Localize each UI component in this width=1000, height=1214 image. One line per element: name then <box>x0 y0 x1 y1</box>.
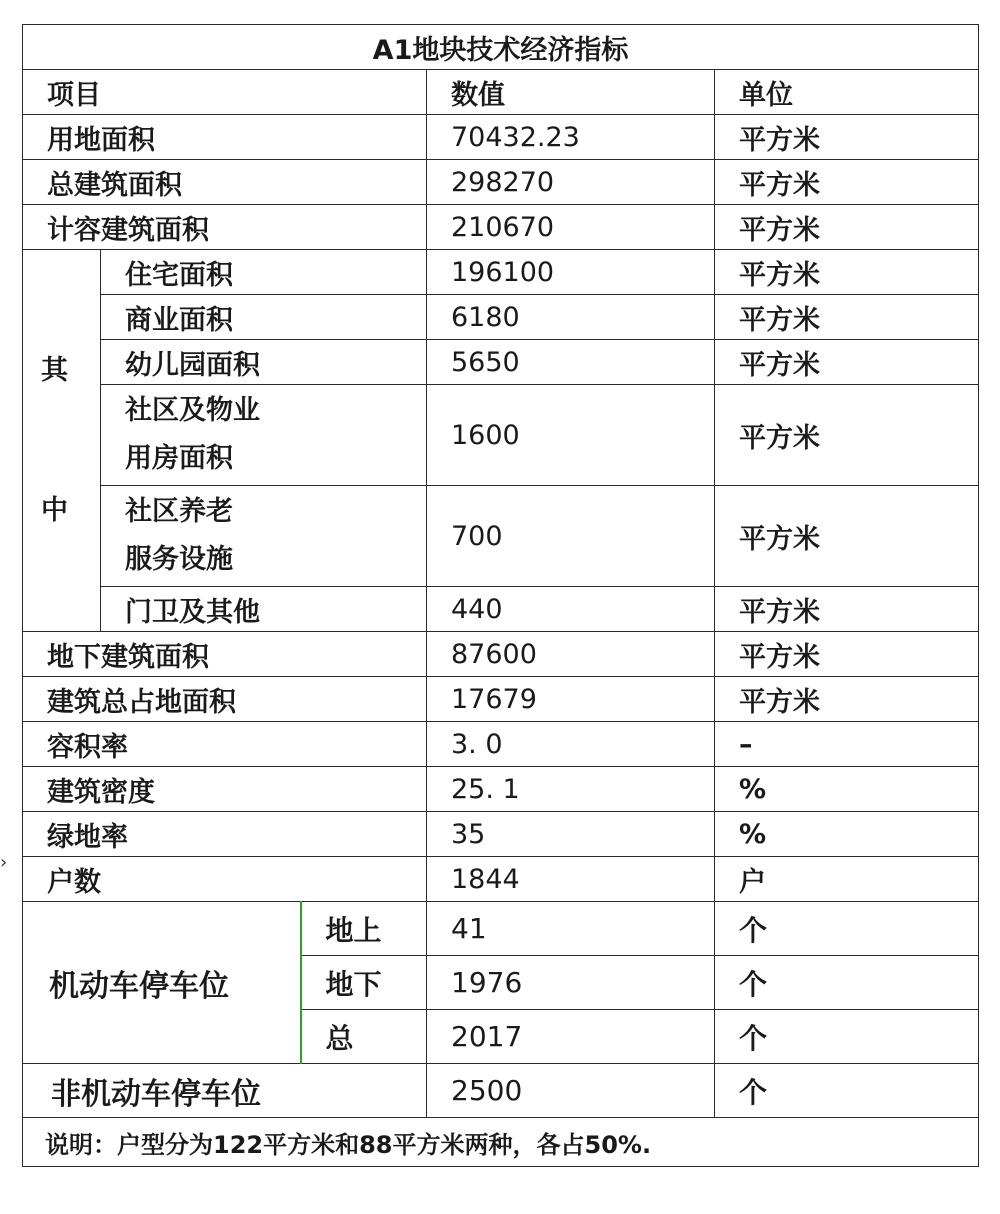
group-side-label <box>23 250 101 632</box>
row-label: 总建筑面积 <box>23 160 427 205</box>
row-label: 容积率 <box>23 722 427 767</box>
table-row <box>23 295 979 340</box>
technical-indicators-table <box>22 24 979 1167</box>
table-row <box>23 115 979 160</box>
row-label-line2: 用房面积 <box>125 443 233 474</box>
row-label-line2: 服务设施 <box>125 544 233 575</box>
row-label <box>101 486 427 587</box>
row-label: 绿地率 <box>23 812 427 857</box>
non-motor-parking-label: 非机动车停车位 <box>23 1064 427 1118</box>
row-unit: 个 <box>715 956 979 1010</box>
row-label: 建筑密度 <box>23 767 427 812</box>
table-row <box>23 722 979 767</box>
row-value: 17679 <box>427 677 715 722</box>
table-row <box>23 160 979 205</box>
row-label: 商业面积 <box>101 295 427 340</box>
table-row <box>23 632 979 677</box>
row-value: 5650 <box>427 340 715 385</box>
row-unit: 个 <box>715 1010 979 1064</box>
row-unit: 户 <box>715 857 979 902</box>
row-label: 户数 <box>23 857 427 902</box>
row-label: 用地面积 <box>23 115 427 160</box>
row-unit: 平方米 <box>715 295 979 340</box>
row-value: 210670 <box>427 205 715 250</box>
row-label: 地下建筑面积 <box>23 632 427 677</box>
row-label: 幼儿园面积 <box>101 340 427 385</box>
row-label: 计容建筑面积 <box>23 205 427 250</box>
header-row <box>23 70 979 115</box>
side-label-top: 其 <box>41 354 68 386</box>
row-value: 1976 <box>427 956 715 1010</box>
row-value: 41 <box>427 902 715 956</box>
header-value: 数值 <box>427 70 715 115</box>
row-value: 1600 <box>427 385 715 486</box>
row-label <box>101 385 427 486</box>
table-row <box>23 587 979 632</box>
parking-label: 机动车停车位 <box>23 902 301 1064</box>
row-label-line1: 社区养老 <box>125 496 233 527</box>
parking-sub-label: 地下 <box>301 956 427 1010</box>
row-unit: 平方米 <box>715 385 979 486</box>
row-label-line1: 社区及物业 <box>125 395 260 426</box>
table-note: 说明：户型分为122平方米和88平方米两种，各占50%. <box>23 1118 979 1167</box>
row-value: 196100 <box>427 250 715 295</box>
parking-sub-label: 地上 <box>301 902 427 956</box>
row-label: 住宅面积 <box>101 250 427 295</box>
row-label: 建筑总占地面积 <box>23 677 427 722</box>
row-value: 298270 <box>427 160 715 205</box>
row-unit: 平方米 <box>715 486 979 587</box>
row-value: 35 <box>427 812 715 857</box>
table-row <box>23 677 979 722</box>
row-value: 2017 <box>427 1010 715 1064</box>
row-value: 440 <box>427 587 715 632</box>
side-label-bottom: 中 <box>41 494 68 526</box>
table-row <box>23 250 979 295</box>
table-row <box>23 767 979 812</box>
row-value: 87600 <box>427 632 715 677</box>
row-unit: 平方米 <box>715 632 979 677</box>
row-unit: 平方米 <box>715 115 979 160</box>
row-value: 3. 0 <box>427 722 715 767</box>
parking-sub-label: 总 <box>301 1010 427 1064</box>
header-item: 项目 <box>23 70 427 115</box>
row-unit: 个 <box>715 1064 979 1118</box>
row-unit: 平方米 <box>715 587 979 632</box>
table-row <box>23 205 979 250</box>
table-row <box>23 385 979 486</box>
row-value: 1844 <box>427 857 715 902</box>
row-unit: 平方米 <box>715 340 979 385</box>
row-value: 700 <box>427 486 715 587</box>
table-row <box>23 902 979 956</box>
row-unit: 个 <box>715 902 979 956</box>
row-value: 70432.23 <box>427 115 715 160</box>
table-title: A1地块技术经济指标 <box>23 25 979 70</box>
row-unit: 平方米 <box>715 250 979 295</box>
header-unit: 单位 <box>715 70 979 115</box>
row-unit: % <box>715 812 979 857</box>
table-row <box>23 486 979 587</box>
row-unit: 平方米 <box>715 160 979 205</box>
table-row <box>23 812 979 857</box>
row-unit: – <box>715 722 979 767</box>
row-unit: 平方米 <box>715 677 979 722</box>
row-value: 2500 <box>427 1064 715 1118</box>
row-value: 6180 <box>427 295 715 340</box>
row-unit: 平方米 <box>715 205 979 250</box>
table-row <box>23 857 979 902</box>
row-unit: % <box>715 767 979 812</box>
stray-arrow-mark: › <box>0 852 8 873</box>
table-row <box>23 340 979 385</box>
row-label: 门卫及其他 <box>101 587 427 632</box>
row-value: 25. 1 <box>427 767 715 812</box>
table-row <box>23 1064 979 1118</box>
